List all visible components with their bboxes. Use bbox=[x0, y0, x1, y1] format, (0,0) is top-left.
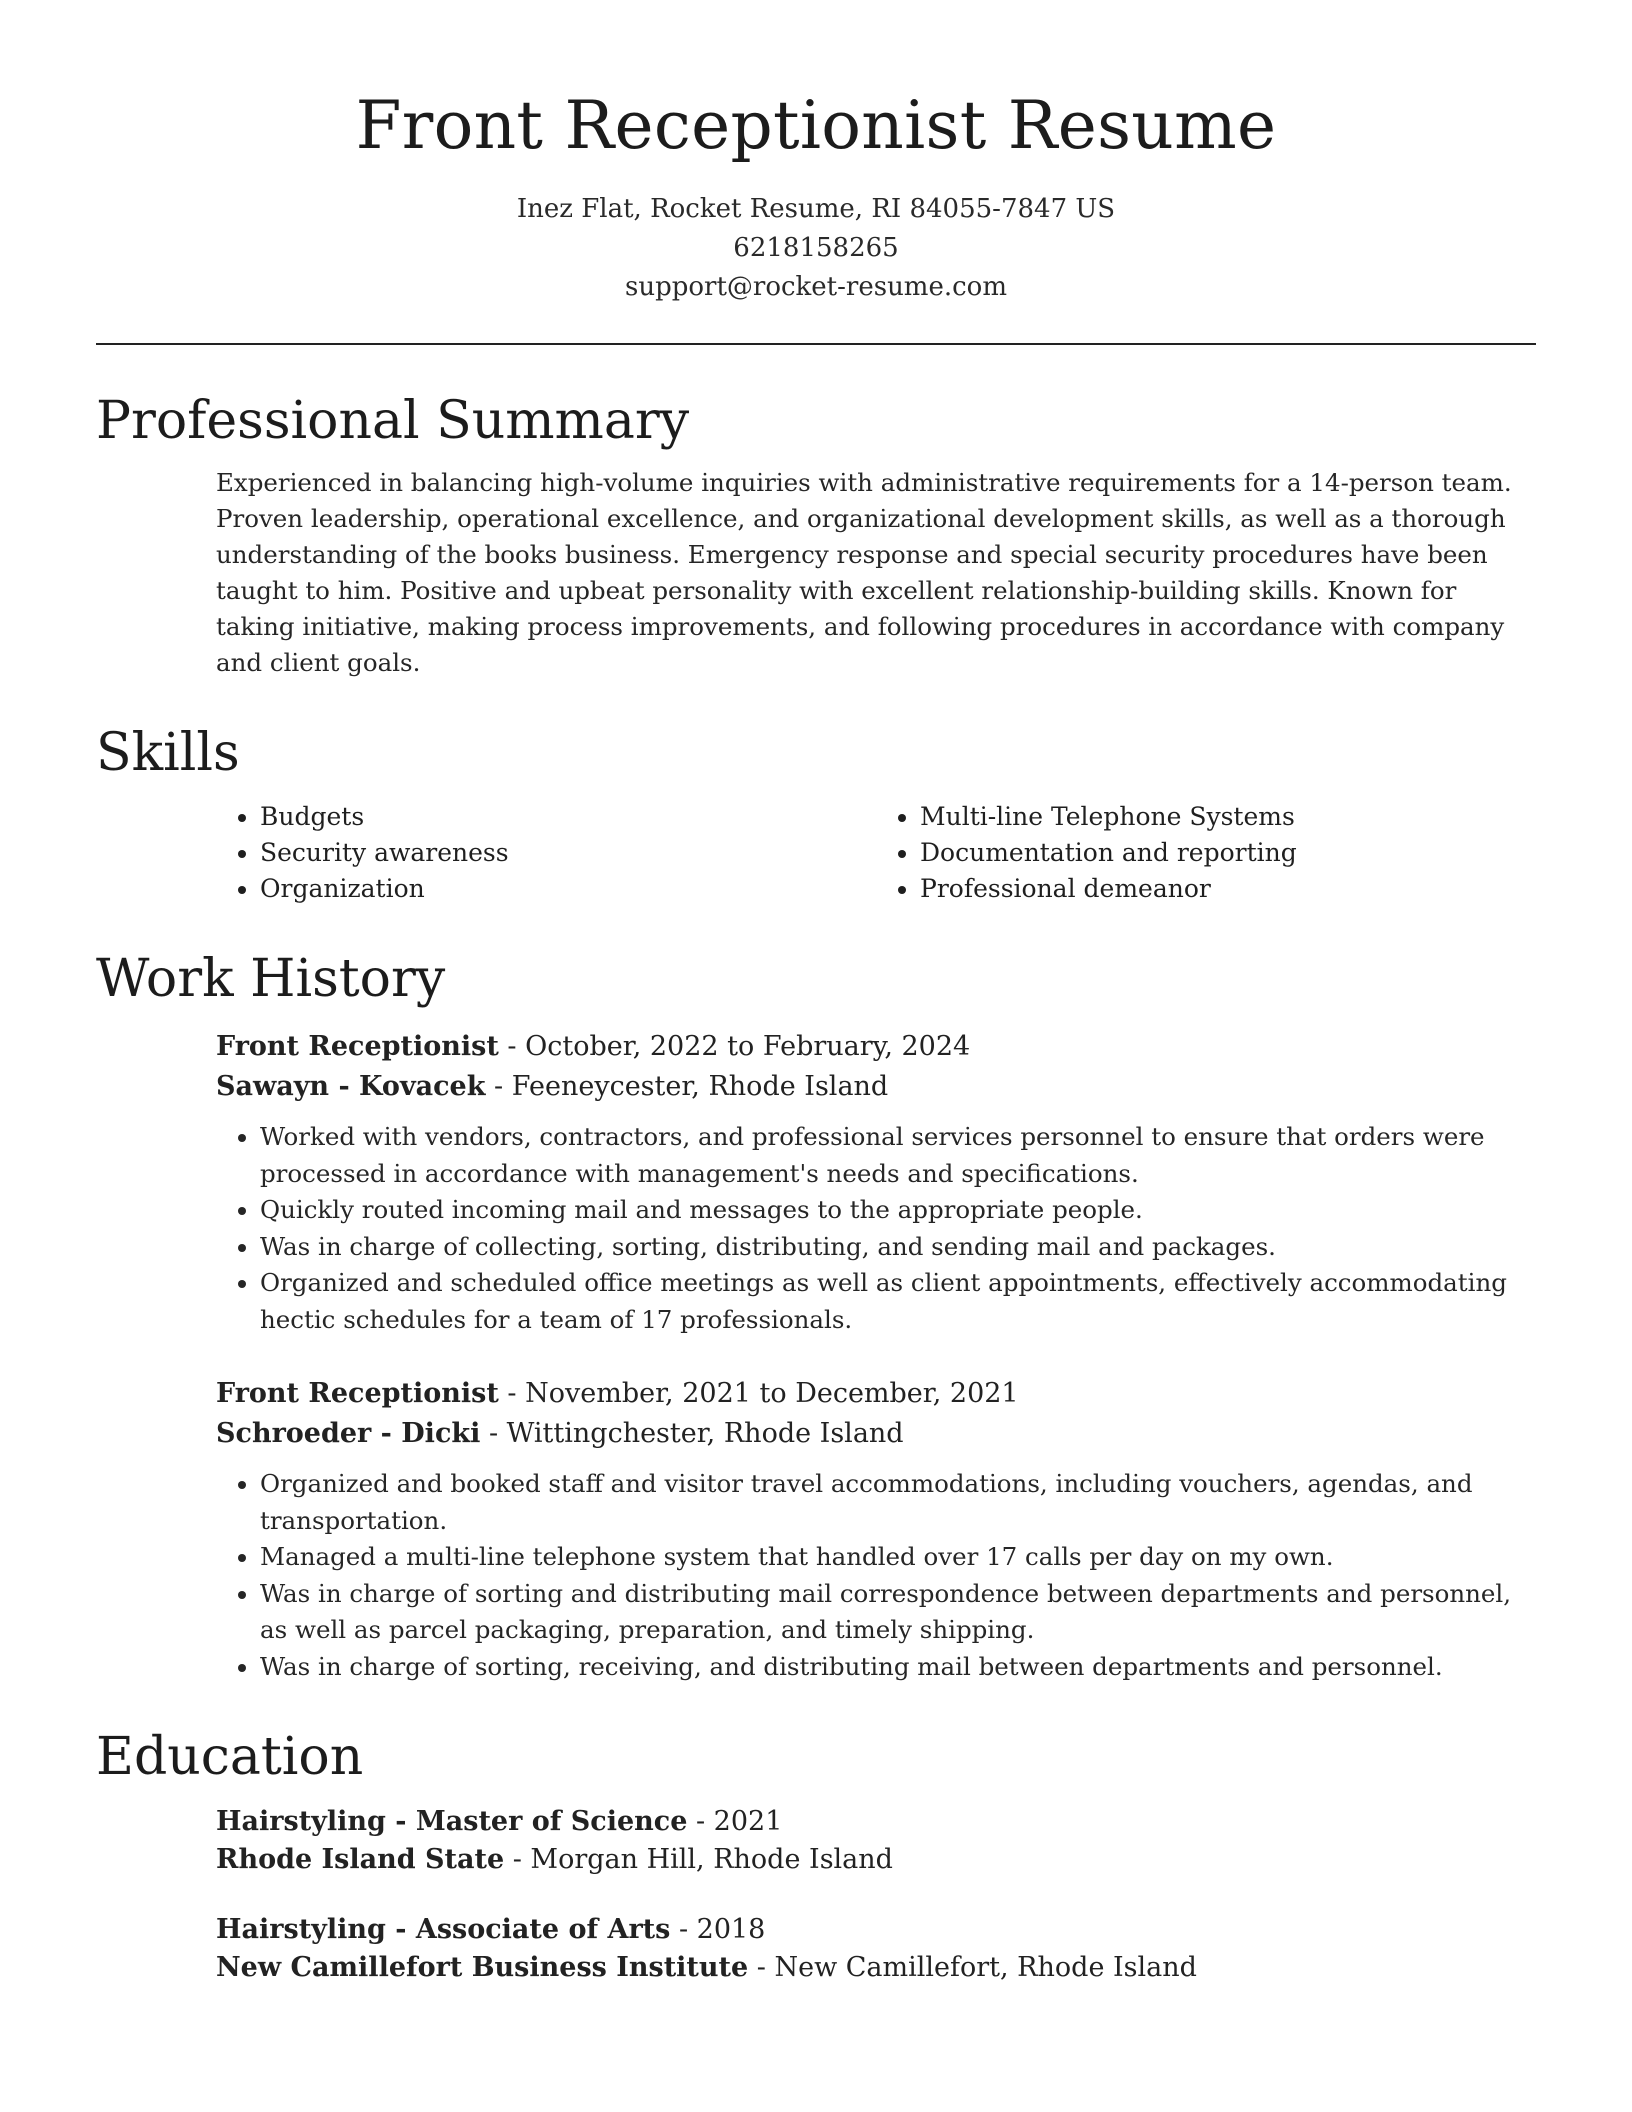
summary-text: Experienced in balancing high-volume inquiries with administrative requirements for a 14-person team. Proven leadership, operational excellence, and organizational development skills, as well as a thorough understanding of the books business. Emergency response and special security procedures have been taught to him. Positive and upbeat personality with excellent relationship-building skills. Known for taking initiative, making process improvements, and following procedures in accordance with company and client goals. bbox=[216, 468, 1512, 677]
education-year: - 2018 bbox=[670, 1914, 766, 1945]
job-dates: - October, 2022 to February, 2024 bbox=[498, 1031, 971, 1062]
work-history-section bbox=[96, 947, 1536, 1685]
education-location: - New Camillefort, Rhode Island bbox=[748, 1952, 1197, 1983]
education-degree: Hairstyling - Master of Science bbox=[216, 1806, 688, 1837]
job-title-line bbox=[216, 1374, 1536, 1414]
skill-item: • Organization bbox=[260, 871, 876, 907]
job-bullet: • Was in charge of collecting, sorting, distributing, and sending mail and packages. bbox=[260, 1229, 1536, 1266]
summary-section bbox=[96, 389, 1536, 681]
education-school: New Camillefort Business Institute bbox=[216, 1952, 749, 1983]
skills-section bbox=[96, 721, 1536, 907]
job-bullet: • Managed a multi-line telephone system that handled over 17 calls per day on my own. bbox=[260, 1539, 1536, 1576]
job-dates: - November, 2021 to December, 2021 bbox=[498, 1378, 1019, 1409]
job-bullets bbox=[216, 1466, 1536, 1685]
skills-heading: Skills bbox=[96, 723, 240, 783]
resume-title: Front Receptionist Resume bbox=[355, 87, 1277, 164]
education-degree-line bbox=[216, 1911, 1536, 1949]
contact-address: Inez Flat, Rocket Resume, RI 84055-7847 US bbox=[516, 194, 1116, 224]
skills-column-left bbox=[216, 799, 876, 907]
skill-item: • Documentation and reporting bbox=[920, 835, 1536, 871]
job-title-line bbox=[216, 1027, 1536, 1067]
job-bullet: • Organized and scheduled office meetings as well as client appointments, effectively accommodating hectic schedules for a team of 17 professionals. bbox=[260, 1265, 1536, 1338]
education-degree-line bbox=[216, 1803, 1536, 1841]
header-divider bbox=[96, 343, 1536, 345]
job-bullet: • Was in charge of sorting and distributing mail correspondence between departments and personnel, as well as parcel packaging, preparation, and timely shipping. bbox=[260, 1576, 1536, 1649]
job-company: Sawayn - Kovacek bbox=[216, 1071, 486, 1102]
job-company-line bbox=[216, 1414, 1536, 1454]
job-location: - Feeneycester, Rhode Island bbox=[485, 1071, 889, 1102]
resume-header bbox=[96, 0, 1536, 307]
skill-item: • Security awareness bbox=[260, 835, 876, 871]
work-history-heading: Work History bbox=[96, 949, 446, 1009]
job-bullets bbox=[216, 1119, 1536, 1338]
job-position: Front Receptionist bbox=[216, 1031, 499, 1062]
skill-item: • Professional demeanor bbox=[920, 871, 1536, 907]
job-position: Front Receptionist bbox=[216, 1378, 499, 1409]
skills-column-right bbox=[876, 799, 1536, 907]
education-school-line bbox=[216, 1949, 1536, 1987]
education-year: - 2021 bbox=[687, 1806, 783, 1837]
education-degree: Hairstyling - Associate of Arts bbox=[216, 1914, 671, 1945]
education-section bbox=[96, 1725, 1536, 1987]
job-bullet: • Quickly routed incoming mail and messages to the appropriate people. bbox=[260, 1192, 1536, 1229]
job-bullet: • Organized and booked staff and visitor travel accommodations, including vouchers, agendas, and transportation. bbox=[260, 1466, 1536, 1539]
contact-phone: 6218158265 bbox=[733, 233, 899, 263]
summary-heading: Professional Summary bbox=[96, 391, 690, 451]
skill-item: • Budgets bbox=[260, 799, 876, 835]
job-company-line bbox=[216, 1067, 1536, 1107]
education-school-line bbox=[216, 1841, 1536, 1879]
skill-item: • Multi-line Telephone Systems bbox=[920, 799, 1536, 835]
education-school: Rhode Island State bbox=[216, 1844, 505, 1875]
education-heading: Education bbox=[96, 1727, 364, 1787]
job-company: Schroeder - Dicki bbox=[216, 1418, 481, 1449]
job-entry bbox=[96, 1374, 1536, 1685]
contact-info bbox=[96, 190, 1536, 307]
job-bullet: • Was in charge of sorting, receiving, and distributing mail between departments and personnel. bbox=[260, 1649, 1536, 1686]
contact-email: support@rocket-resume.com bbox=[624, 272, 1007, 302]
job-entry bbox=[96, 1027, 1536, 1338]
skills-list bbox=[96, 799, 1536, 907]
education-location: - Morgan Hill, Rhode Island bbox=[504, 1844, 893, 1875]
job-bullet: • Worked with vendors, contractors, and professional services personnel to ensure that orders were processed in accordance with management's needs and specifications. bbox=[260, 1119, 1536, 1192]
education-entry bbox=[96, 1911, 1536, 1987]
education-entry bbox=[96, 1803, 1536, 1879]
job-location: - Wittingchester, Rhode Island bbox=[480, 1418, 904, 1449]
